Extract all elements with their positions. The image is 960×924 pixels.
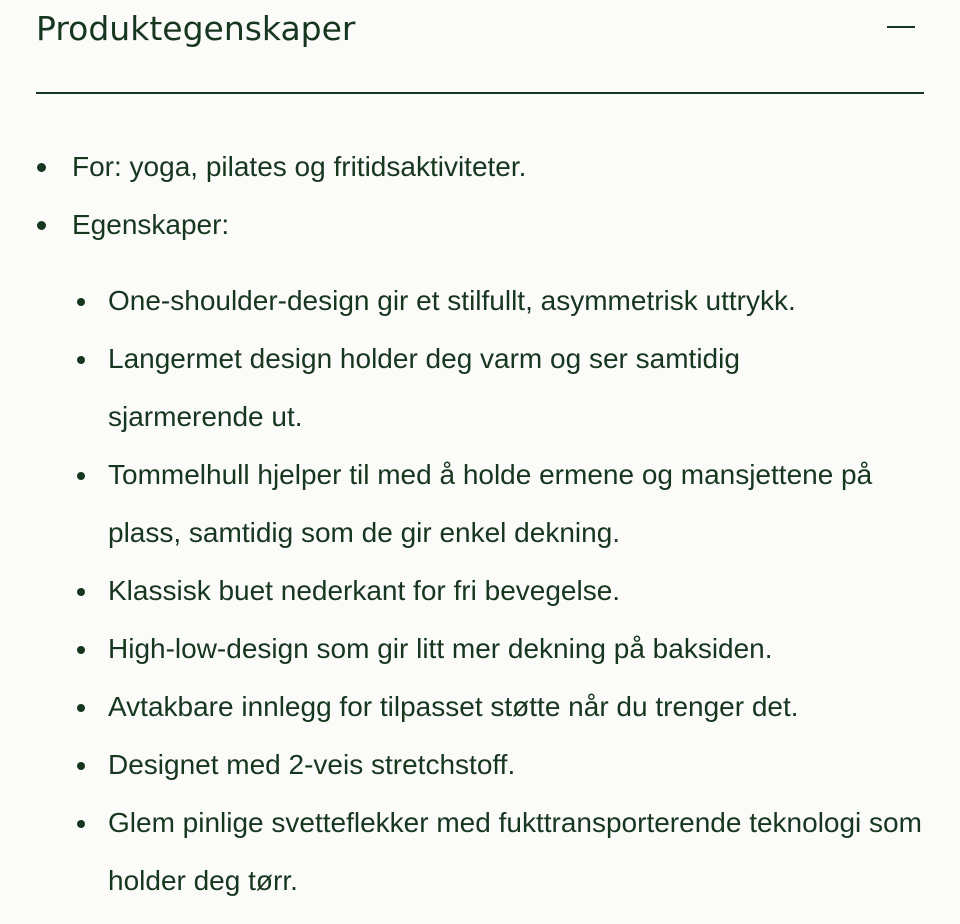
list-item: One-shoulder-design gir et stilfullt, asymmetrisk uttrykk. (72, 272, 932, 330)
list-item: Klassisk buet nederkant for fri bevegelse. (72, 562, 932, 620)
feature-list (36, 138, 926, 254)
list-item: High-low-design som gir litt mer dekning på baksiden. (72, 620, 932, 678)
properties-list (72, 272, 932, 910)
accordion-header[interactable] (36, 0, 924, 94)
list-item: Designet med 2-veis stretchstoff. (72, 736, 932, 794)
minus-icon[interactable] (887, 18, 915, 36)
list-item-properties-heading: Egenskaper: (36, 196, 926, 254)
list-item-usage: For: yoga, pilates og fritidsaktiviteter. (36, 138, 926, 196)
list-item: Tommelhull hjelper til med å holde ermene og mansjettene på plass, samtidig som de gir enkel dekning. (72, 446, 932, 562)
list-item: Avtakbare innlegg for tilpasset støtte når du trenger det. (72, 678, 932, 736)
accordion-title: Produktegenskaper (36, 9, 356, 48)
list-item: Glem pinlige svetteflekker med fukttransporterende teknologi som holder deg tørr. (72, 794, 928, 910)
list-item: Langermet design holder deg varm og ser samtidig sjarmerende ut. (72, 330, 798, 446)
